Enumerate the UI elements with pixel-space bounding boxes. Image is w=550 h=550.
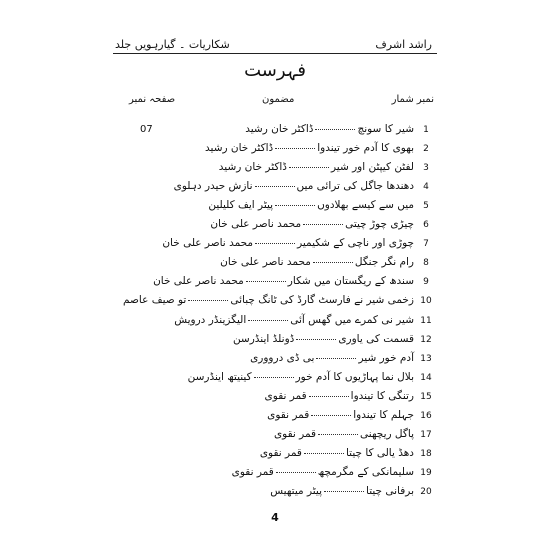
toc-entry	[0, 122, 550, 140]
toc-entry-number: 1	[423, 125, 429, 135]
column-header-number: نمبر شمار	[391, 94, 434, 105]
toc-entry-author: پیٹر ایف کلیلین	[208, 199, 274, 212]
toc-entry-title: شیر نی کمرے میں گھس آئی	[290, 313, 414, 326]
toc-entry-author: قمر نقوی	[259, 446, 302, 459]
column-header-page: صفحہ نمبر	[129, 94, 176, 105]
toc-entry-author: محمد ناصر علی خان	[210, 218, 302, 231]
toc-entry-leader	[303, 224, 343, 225]
toc-entry-number: 19	[420, 467, 432, 478]
toc-entry-text	[219, 161, 414, 173]
toc-entry-leader	[275, 205, 315, 206]
toc-entry-title: رتنگی کا تیندوا	[350, 389, 414, 402]
toc-entry-text	[174, 180, 414, 192]
toc-entry-author: محمد ناصر علی خان	[220, 256, 311, 269]
column-header-subject: مضمون	[262, 94, 295, 105]
toc-entry-leader	[315, 129, 355, 130]
toc-entry-author: ڈاکٹر خان رشید	[205, 142, 274, 155]
toc-entry-leader	[304, 453, 344, 454]
toc-entry	[0, 332, 550, 350]
toc-entry-author: قمر نقوی	[264, 389, 307, 402]
toc-entry-leader	[254, 377, 294, 378]
toc-entry-number: 10	[420, 296, 432, 307]
toc-entry-author: قمر نقوی	[273, 427, 317, 440]
toc-entry-author: محمد ناصر علی خان	[153, 275, 244, 288]
toc-entry-title: دھڈ یالی کا چیتا	[345, 446, 414, 459]
toc-entry-leader	[296, 339, 336, 340]
toc-entry-leader	[309, 396, 349, 397]
toc-entry	[0, 313, 550, 331]
toc-entry-number: 20	[420, 486, 432, 497]
toc-entry-number: 5	[423, 201, 429, 212]
toc-entry-leader	[324, 491, 364, 492]
toc-entry-number: 11	[420, 315, 432, 326]
toc-entry-title: سندھ کے ریگستان میں شکار	[287, 275, 414, 288]
toc-entry-number: 13	[420, 353, 432, 364]
toc-entry-author: نازش حیدر دہلوی	[173, 180, 253, 193]
toc-entry-text	[188, 371, 414, 383]
toc-entry-text	[123, 294, 414, 306]
toc-entry-text	[232, 466, 414, 478]
toc-entry-leader	[275, 148, 315, 149]
toc-entry-number: 4	[423, 182, 429, 193]
toc-entry-text	[260, 447, 414, 459]
toc-entry-title: قسمت کی یاوری	[338, 332, 414, 345]
toc-entry-title: آدم خور شیر	[358, 351, 414, 364]
toc-entry-text	[267, 409, 414, 421]
toc-entry-text	[162, 237, 414, 249]
toc-entry-text	[174, 314, 414, 326]
toc-entry-text	[210, 218, 414, 230]
toc-entry-text	[220, 256, 414, 268]
toc-entry-leader	[246, 281, 286, 282]
toc-entry-text	[274, 428, 414, 440]
toc-entry-number: 9	[423, 277, 429, 288]
toc-entry-text	[205, 142, 414, 154]
toc-entry-title: لفٹن کیپٹن اور شیر	[330, 161, 414, 174]
toc-entry-text	[245, 123, 414, 135]
toc-entry-text	[208, 199, 414, 211]
toc-entry-number: 18	[420, 448, 432, 459]
toc-entry-leader	[255, 243, 295, 244]
toc-entry	[0, 446, 550, 464]
toc-entry	[0, 370, 550, 388]
toc-entry-leader	[313, 262, 353, 263]
toc-entry	[0, 179, 550, 197]
toc-entry	[0, 427, 550, 445]
toc-entry	[0, 198, 550, 216]
toc-entry-number: 8	[423, 258, 429, 269]
toc-entry-leader	[311, 415, 351, 416]
toc-entry-title: رام نگر جنگل	[354, 256, 414, 269]
toc-entry-number: 7	[423, 239, 429, 250]
toc-entry-title: چیڑی چوڑ چیتی	[345, 218, 414, 231]
toc-entry	[0, 484, 550, 502]
toc-entry-leader	[289, 167, 329, 168]
toc-entry-page: 07	[140, 124, 153, 135]
toc-entry	[0, 351, 550, 369]
header-compiler: راشد اشرف	[375, 38, 432, 51]
toc-entry-author: بی ڈی درووری	[250, 351, 315, 364]
toc-entry-author: قمر نقوی	[267, 408, 310, 421]
toc-entry-author: تو صیف عاصم	[123, 294, 187, 307]
header-rule	[113, 53, 437, 54]
toc-entry-title: جہلم کا تیندوا	[353, 408, 414, 421]
toc-entry-number: 6	[423, 220, 429, 231]
toc-entry	[0, 236, 550, 254]
toc-entry	[0, 389, 550, 407]
toc-entry-text	[233, 333, 414, 345]
toc-entry	[0, 274, 550, 292]
toc-entry-text	[270, 485, 414, 497]
toc-entry-number: 16	[420, 410, 432, 421]
toc-entry-number: 3	[423, 163, 429, 174]
toc-entry-author: الیگزینڈر درویش	[174, 313, 247, 326]
toc-entry	[0, 293, 550, 311]
header-book-title: شکاریات ۔ گیارہویں جلد	[115, 38, 230, 51]
toc-entry-title: پاگل ریچھنی	[360, 427, 414, 440]
toc-entry-author: پیٹر میتھیس	[270, 484, 323, 497]
toc-entry-author: قمر نقوی	[231, 465, 274, 478]
toc-entry-text	[153, 275, 414, 287]
toc-entry-title: چوڑی اور ناچی کے شکیمیر	[297, 237, 414, 250]
toc-entry-text	[265, 390, 414, 402]
toc-entry-number: 14	[420, 372, 432, 383]
toc-entry-title: سلیمانکی کے مگرمچھ	[317, 465, 414, 478]
toc-entry-leader	[255, 186, 295, 187]
toc-entry-author: ڈاکٹر خان رشید	[218, 161, 287, 174]
toc-entry-number: 17	[420, 429, 432, 440]
toc-entry-title: زخمی شیر نے فارسٹ گارڈ کی ٹانگ چبائی	[230, 294, 414, 307]
toc-title: فہرست	[244, 60, 306, 81]
toc-entry	[0, 141, 550, 159]
toc-entry-author: محمد ناصر علی خان	[162, 237, 254, 250]
toc-entry-leader	[276, 472, 316, 473]
toc-entry	[0, 408, 550, 426]
toc-entry	[0, 255, 550, 273]
toc-entry-number: 2	[423, 144, 429, 155]
toc-entry-title: بھوی کا آدم خور تیندوا	[317, 142, 414, 155]
toc-entry-leader	[318, 434, 358, 435]
toc-entry-title: میں سے کیسے بھلادوں	[317, 199, 414, 212]
toc-entry-leader	[316, 358, 356, 359]
page-number: 4	[271, 511, 279, 524]
toc-entry-author: ڈونلڈ اینڈرسن	[232, 332, 295, 345]
toc-entry-title: شیر کا سونچ	[357, 123, 414, 135]
toc-entry-title: دھندھا جاگل کی ترائی میں	[296, 180, 414, 193]
toc-entry	[0, 160, 550, 178]
toc-entry	[0, 217, 550, 235]
toc-entry-author: کینیتھ اینڈرسن	[187, 370, 252, 383]
toc-entry	[0, 465, 550, 483]
toc-entry-text	[250, 352, 414, 364]
toc-entry-leader	[248, 320, 288, 321]
toc-entry-number: 12	[420, 334, 432, 345]
toc-entry-author: ڈاکٹر خان رشید	[245, 123, 314, 135]
toc-entry-title: برفانی چیتا	[366, 484, 414, 497]
toc-entry-leader	[188, 300, 228, 301]
toc-entry-number: 15	[420, 391, 432, 402]
toc-entry-title: بلال نما پہاڑیوں کا آدم خور	[295, 370, 414, 383]
